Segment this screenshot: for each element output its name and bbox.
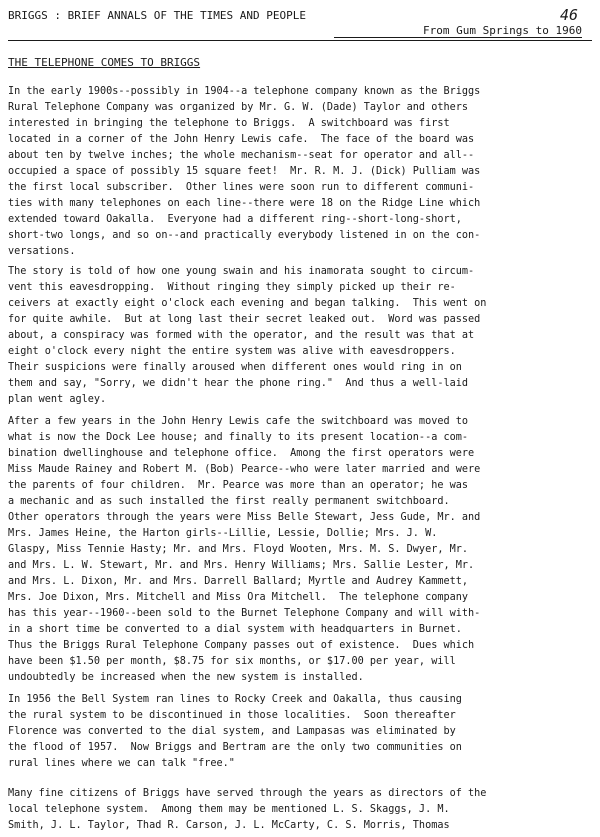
text-line: a mechanic and as such installed the first really permanent switchboard.	[8, 496, 450, 507]
running-title: BRIGGS : BRIEF ANNALS OF THE TIMES AND PEOPLE	[8, 9, 307, 22]
text-line: Thus the Briggs Rural Telephone Company passes out of existence. Dues which	[8, 640, 475, 651]
text-line: ceivers at exactly eight o'clock each evening and began talking. This went on	[8, 298, 487, 309]
paragraph-1	[8, 84, 594, 260]
text-line: bination dwellinghouse and telephone office. Among the first operators were	[8, 448, 475, 459]
text-line: versations.	[8, 246, 76, 257]
text-line: Other operators through the years were Miss Belle Stewart, Jess Gude, Mr. and	[8, 512, 481, 523]
text-line: interested in bringing the telephone to Briggs. A switchboard was first	[8, 118, 450, 129]
text-line: the parents of four children. Mr. Pearce was more than an operator; he was	[8, 480, 469, 491]
paragraph-4	[8, 692, 594, 772]
text-line: short-two longs, and so on--and practically everybody listened in on the con-	[8, 230, 481, 241]
text-line: have been $1.50 per month, $8.75 for six months, or $17.00 per year, will	[8, 656, 456, 667]
text-line: occupied a space of possibly 15 square feet! Mr. R. M. J. (Dick) Pulliam was	[8, 166, 481, 177]
text-line: them and say, "Sorry, we didn't hear the phone ring." And thus a well-laid	[8, 378, 469, 389]
text-line: eight o'clock every night the entire system was alive with eavesdroppers.	[8, 346, 456, 357]
text-line: rural lines where we can talk "free."	[8, 758, 235, 769]
text-line: Many fine citizens of Briggs have served through the years as directors of the	[8, 788, 487, 799]
text-line: local telephone system. Among them may be mentioned L. S. Skaggs, J. M.	[8, 804, 450, 815]
subtitle-underline	[334, 37, 582, 38]
text-line: has this year--1960--been sold to the Burnet Telephone Company and will with-	[8, 608, 481, 619]
text-line: and Mrs. L. Dixon, Mr. and Mrs. Darrell Ballard; Myrtle and Audrey Kammett,	[8, 576, 469, 587]
page-header	[8, 6, 592, 41]
page-number: 46	[559, 6, 578, 24]
text-line: extended toward Oakalla. Everyone had a different ring--short-long-short,	[8, 214, 462, 225]
text-line: located in a corner of the John Henry Lewis cafe. The face of the board was	[8, 134, 475, 145]
text-line: In 1956 the Bell System ran lines to Rocky Creek and Oakalla, thus causing	[8, 694, 462, 705]
text-line: Mrs. Joe Dixon, Mrs. Mitchell and Miss Ora Mitchell. The telephone company	[8, 592, 469, 603]
text-line: plan went agley.	[8, 394, 107, 405]
text-line: the rural system to be discontinued in those localities. Soon thereafter	[8, 710, 456, 721]
text-line: what is now the Dock Lee house; and finally to its present location--a com-	[8, 432, 469, 443]
running-subtitle: From Gum Springs to 1960	[423, 24, 582, 37]
text-line: the first local subscriber. Other lines were soon run to different communi-	[8, 182, 475, 193]
text-line: and Mrs. L. W. Stewart, Mr. and Mrs. Henry Williams; Mrs. Sallie Lester, Mr.	[8, 560, 475, 571]
text-line: the flood of 1957. Now Briggs and Bertram are the only two communities on	[8, 742, 462, 753]
section-title: THE TELEPHONE COMES TO BRIGGS	[8, 56, 201, 69]
paragraph-5	[8, 786, 594, 834]
text-line: for quite awhile. But at long last their secret leaked out. Word was passed	[8, 314, 481, 325]
text-line: Smith, J. L. Taylor, Thad R. Carson, J. L. McCarty, C. S. Morris, Thomas	[8, 820, 450, 831]
text-line: Miss Maude Rainey and Robert M. (Bob) Pearce--who were later married and were	[8, 464, 481, 475]
text-line: Their suspicions were finally aroused when different ones would ring in on	[8, 362, 462, 373]
text-line: The story is told of how one young swain and his inamorata sought to circum-	[8, 266, 475, 277]
text-line: about, a conspiracy was formed with the operator, and the result was that at	[8, 330, 475, 341]
text-line: After a few years in the John Henry Lewis cafe the switchboard was moved to	[8, 416, 469, 427]
paragraph-2	[8, 264, 594, 408]
text-line: about ten by twelve inches; the whole mechanism--seat for operator and all--	[8, 150, 475, 161]
paragraph-3	[8, 414, 594, 686]
text-line: Glaspy, Miss Tennie Hasty; Mr. and Mrs. Floyd Wooten, Mrs. M. S. Dwyer, Mr.	[8, 544, 469, 555]
text-line: In the early 1900s--possibly in 1904--a telephone company known as the Briggs	[8, 86, 481, 97]
text-line: Rural Telephone Company was organized by Mr. G. W. (Dade) Taylor and others	[8, 102, 469, 113]
text-line: undoubtedly be increased when the new system is installed.	[8, 672, 364, 683]
text-line: vent this eavesdropping. Without ringing they simply picked up their re-	[8, 282, 456, 293]
text-line: Florence was converted to the dial system, and Lampasas was eliminated by	[8, 726, 456, 737]
text-line: ties with many telephones on each line--there were 18 on the Ridge Line which	[8, 198, 481, 209]
text-line: in a short time be converted to a dial system with headquarters in Burnet.	[8, 624, 462, 635]
text-line: Mrs. James Heine, the Harton girls--Lillie, Lessie, Dollie; Mrs. J. W.	[8, 528, 438, 539]
